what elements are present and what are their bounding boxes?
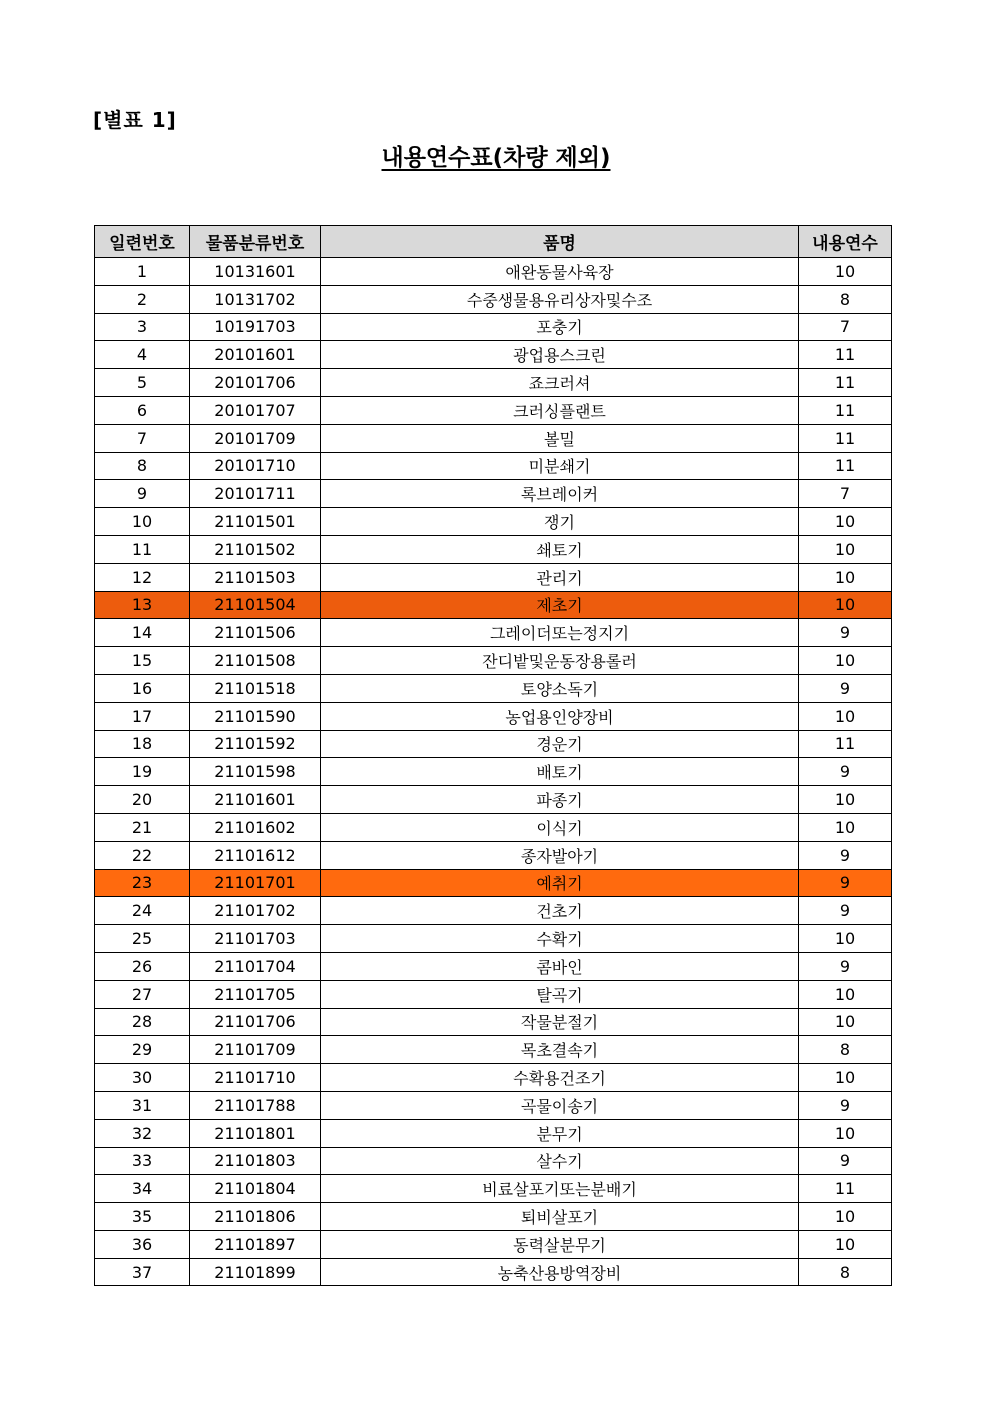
cell-item-name: 미분쇄기 (321, 452, 799, 480)
cell-useful-life: 9 (799, 674, 892, 702)
cell-item-name: 록브레이커 (321, 480, 799, 508)
cell-item-name: 토양소독기 (321, 674, 799, 702)
cell-useful-life: 9 (799, 1147, 892, 1175)
cell-item-name: 수확기 (321, 925, 799, 953)
table-row (95, 897, 892, 925)
cell-code: 21101706 (190, 1008, 321, 1036)
table-row (95, 702, 892, 730)
cell-serial: 1 (95, 258, 190, 286)
table-row (95, 674, 892, 702)
cell-code: 21101899 (190, 1258, 321, 1286)
cell-item-name: 예취기 (321, 869, 799, 897)
cell-useful-life: 11 (799, 730, 892, 758)
cell-serial: 12 (95, 563, 190, 591)
table-row (95, 813, 892, 841)
cell-serial: 27 (95, 980, 190, 1008)
table-row (95, 1119, 892, 1147)
table-row (95, 786, 892, 814)
cell-item-name: 곡물이송기 (321, 1091, 799, 1119)
table-row (95, 508, 892, 536)
cell-serial: 35 (95, 1203, 190, 1231)
cell-code: 21101801 (190, 1119, 321, 1147)
table-row (95, 1258, 892, 1286)
cell-code: 21101504 (190, 591, 321, 619)
cell-item-name: 죠크러셔 (321, 369, 799, 397)
cell-code: 21101612 (190, 841, 321, 869)
cell-code: 21101806 (190, 1203, 321, 1231)
cell-useful-life: 10 (799, 563, 892, 591)
cell-useful-life: 10 (799, 1119, 892, 1147)
cell-item-name: 건초기 (321, 897, 799, 925)
cell-item-name: 볼밀 (321, 424, 799, 452)
cell-code: 21101501 (190, 508, 321, 536)
cell-item-name: 쇄토기 (321, 535, 799, 563)
cell-code: 21101710 (190, 1064, 321, 1092)
cell-serial: 23 (95, 869, 190, 897)
cell-code: 21101704 (190, 952, 321, 980)
cell-useful-life: 9 (799, 841, 892, 869)
cell-code: 21101701 (190, 869, 321, 897)
table-row (95, 369, 892, 397)
cell-code: 10131601 (190, 258, 321, 286)
cell-item-name: 광업용스크린 (321, 341, 799, 369)
cell-code: 21101598 (190, 758, 321, 786)
cell-useful-life: 9 (799, 619, 892, 647)
cell-item-name: 수중생물용유리상자및수조 (321, 285, 799, 313)
page-title-text: 내용연수표(차량 제외) (381, 145, 611, 171)
cell-useful-life: 10 (799, 813, 892, 841)
cell-serial: 28 (95, 1008, 190, 1036)
cell-code: 10131702 (190, 285, 321, 313)
table-row (95, 1064, 892, 1092)
cell-serial: 8 (95, 452, 190, 480)
useful-life-table (94, 225, 892, 1286)
cell-serial: 31 (95, 1091, 190, 1119)
cell-serial: 17 (95, 702, 190, 730)
page-title (0, 139, 992, 172)
cell-code: 21101502 (190, 535, 321, 563)
cell-useful-life: 9 (799, 952, 892, 980)
cell-serial: 14 (95, 619, 190, 647)
cell-code: 20101711 (190, 480, 321, 508)
cell-code: 10191703 (190, 313, 321, 341)
cell-item-name: 수확용건조기 (321, 1064, 799, 1092)
table-row (95, 1147, 892, 1175)
cell-code: 20101709 (190, 424, 321, 452)
table-row (95, 1036, 892, 1064)
cell-code: 21101788 (190, 1091, 321, 1119)
cell-useful-life: 10 (799, 1008, 892, 1036)
cell-code: 21101702 (190, 897, 321, 925)
cell-serial: 10 (95, 508, 190, 536)
cell-serial: 32 (95, 1119, 190, 1147)
table-row (95, 925, 892, 953)
cell-useful-life: 8 (799, 1258, 892, 1286)
cell-serial: 33 (95, 1147, 190, 1175)
cell-useful-life: 11 (799, 369, 892, 397)
cell-item-name: 동력살분무기 (321, 1230, 799, 1258)
col-header-item-name: 품명 (321, 226, 799, 258)
table-row (95, 869, 892, 897)
cell-item-name: 탈곡기 (321, 980, 799, 1008)
table-row (95, 591, 892, 619)
cell-useful-life: 8 (799, 285, 892, 313)
table-row (95, 841, 892, 869)
cell-useful-life: 11 (799, 452, 892, 480)
cell-code: 20101706 (190, 369, 321, 397)
cell-item-name: 잔디밭및운동장용롤러 (321, 647, 799, 675)
cell-item-name: 그레이더또는정지기 (321, 619, 799, 647)
cell-code: 21101590 (190, 702, 321, 730)
table-body (95, 258, 892, 1286)
cell-code: 21101503 (190, 563, 321, 591)
cell-serial: 30 (95, 1064, 190, 1092)
table-row (95, 535, 892, 563)
table-row (95, 285, 892, 313)
table-row (95, 1175, 892, 1203)
cell-item-name: 목초결속기 (321, 1036, 799, 1064)
table-row (95, 1230, 892, 1258)
col-header-code: 물품분류번호 (190, 226, 321, 258)
cell-serial: 6 (95, 396, 190, 424)
cell-serial: 25 (95, 925, 190, 953)
cell-code: 21101518 (190, 674, 321, 702)
cell-item-name: 쟁기 (321, 508, 799, 536)
cell-item-name: 애완동물사육장 (321, 258, 799, 286)
cell-useful-life: 10 (799, 702, 892, 730)
cell-code: 21101803 (190, 1147, 321, 1175)
cell-code: 21101709 (190, 1036, 321, 1064)
cell-useful-life: 9 (799, 758, 892, 786)
cell-serial: 2 (95, 285, 190, 313)
cell-code: 20101601 (190, 341, 321, 369)
cell-code: 21101804 (190, 1175, 321, 1203)
table-row (95, 341, 892, 369)
cell-serial: 22 (95, 841, 190, 869)
col-header-serial: 일련번호 (95, 226, 190, 258)
cell-serial: 16 (95, 674, 190, 702)
cell-item-name: 이식기 (321, 813, 799, 841)
col-header-useful-life: 내용연수 (799, 226, 892, 258)
cell-item-name: 콤바인 (321, 952, 799, 980)
cell-useful-life: 11 (799, 396, 892, 424)
cell-item-name: 작물분절기 (321, 1008, 799, 1036)
cell-serial: 21 (95, 813, 190, 841)
cell-useful-life: 10 (799, 980, 892, 1008)
cell-useful-life: 10 (799, 1230, 892, 1258)
cell-useful-life: 10 (799, 925, 892, 953)
cell-item-name: 분무기 (321, 1119, 799, 1147)
cell-useful-life: 10 (799, 508, 892, 536)
cell-serial: 37 (95, 1258, 190, 1286)
cell-useful-life: 7 (799, 313, 892, 341)
table-row (95, 758, 892, 786)
cell-useful-life: 10 (799, 1064, 892, 1092)
cell-item-name: 파종기 (321, 786, 799, 814)
cell-useful-life: 10 (799, 591, 892, 619)
cell-serial: 11 (95, 535, 190, 563)
cell-serial: 19 (95, 758, 190, 786)
table-row (95, 980, 892, 1008)
cell-serial: 5 (95, 369, 190, 397)
cell-code: 21101506 (190, 619, 321, 647)
cell-useful-life: 10 (799, 786, 892, 814)
cell-serial: 26 (95, 952, 190, 980)
cell-code: 21101703 (190, 925, 321, 953)
annex-label: [별표 1] (93, 108, 177, 132)
table-row (95, 730, 892, 758)
table-header-row (95, 226, 892, 258)
table-row (95, 480, 892, 508)
cell-useful-life: 9 (799, 897, 892, 925)
cell-code: 21101508 (190, 647, 321, 675)
cell-item-name: 관리기 (321, 563, 799, 591)
cell-useful-life: 11 (799, 424, 892, 452)
cell-code: 20101707 (190, 396, 321, 424)
table-row (95, 647, 892, 675)
table-row (95, 619, 892, 647)
cell-item-name: 경운기 (321, 730, 799, 758)
cell-useful-life: 10 (799, 535, 892, 563)
cell-item-name: 퇴비살포기 (321, 1203, 799, 1231)
cell-serial: 29 (95, 1036, 190, 1064)
table-row (95, 313, 892, 341)
cell-useful-life: 9 (799, 1091, 892, 1119)
table-row (95, 452, 892, 480)
cell-item-name: 배토기 (321, 758, 799, 786)
cell-serial: 3 (95, 313, 190, 341)
cell-serial: 13 (95, 591, 190, 619)
cell-code: 21101602 (190, 813, 321, 841)
cell-serial: 4 (95, 341, 190, 369)
table-row (95, 563, 892, 591)
cell-code: 21101601 (190, 786, 321, 814)
table-row (95, 1008, 892, 1036)
cell-serial: 24 (95, 897, 190, 925)
cell-item-name: 비료살포기또는분배기 (321, 1175, 799, 1203)
cell-useful-life: 11 (799, 1175, 892, 1203)
cell-serial: 20 (95, 786, 190, 814)
cell-item-name: 포충기 (321, 313, 799, 341)
cell-item-name: 살수기 (321, 1147, 799, 1175)
cell-useful-life: 10 (799, 647, 892, 675)
cell-code: 21101897 (190, 1230, 321, 1258)
cell-code: 21101592 (190, 730, 321, 758)
cell-useful-life: 11 (799, 341, 892, 369)
cell-code: 21101705 (190, 980, 321, 1008)
cell-useful-life: 10 (799, 258, 892, 286)
cell-item-name: 제초기 (321, 591, 799, 619)
cell-item-name: 농축산용방역장비 (321, 1258, 799, 1286)
table-row (95, 952, 892, 980)
cell-serial: 15 (95, 647, 190, 675)
table-row (95, 396, 892, 424)
cell-useful-life: 9 (799, 869, 892, 897)
table-row (95, 424, 892, 452)
cell-serial: 36 (95, 1230, 190, 1258)
cell-useful-life: 10 (799, 1203, 892, 1231)
table-row (95, 1203, 892, 1231)
cell-item-name: 농업용인양장비 (321, 702, 799, 730)
table-row (95, 1091, 892, 1119)
cell-code: 20101710 (190, 452, 321, 480)
cell-useful-life: 8 (799, 1036, 892, 1064)
cell-serial: 7 (95, 424, 190, 452)
cell-serial: 9 (95, 480, 190, 508)
cell-serial: 18 (95, 730, 190, 758)
cell-useful-life: 7 (799, 480, 892, 508)
cell-serial: 34 (95, 1175, 190, 1203)
cell-item-name: 크러싱플랜트 (321, 396, 799, 424)
table-row (95, 258, 892, 286)
cell-item-name: 종자발아기 (321, 841, 799, 869)
